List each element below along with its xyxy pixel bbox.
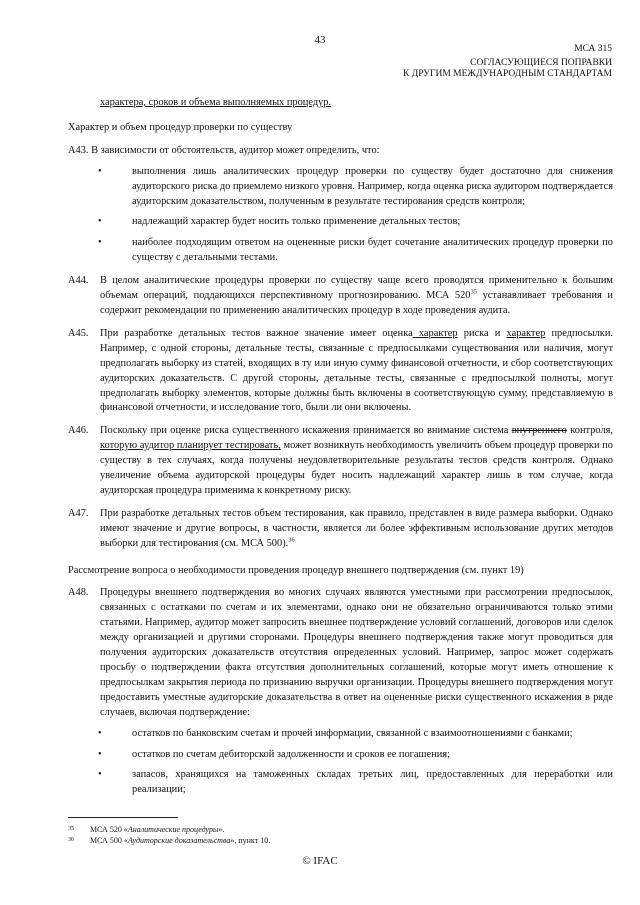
section-title-external-confirmation: Рассмотрение вопроса о необходимости проведения процедур внешнего подтверждения (см. пункт 19)	[68, 564, 524, 576]
footnote-separator	[68, 817, 178, 818]
standard-code: МСА 315	[574, 44, 612, 54]
paragraph-a48: А48. Процедуры внешнего подтверждения во многих случаях являются уместными при рассмотрении предпосылок, связанных с остатками по счетам и их элементами, однако они не обязательно ограничиваются только этими статьями. Например, аудитор может запросить внешнее подтверждение условий соглашений, договоров или сделок между организацией и другими сторонами. Процедуры внешнего подтверждения также могут проводиться для получения аудиторских доказательств отсутствия определенных условий. Например, запрос может содержать просьбу о подтверждении факта отсутствия дополнительных соглашений, которые могут иметь отношение к предпосылкам закрытия периода по признанию выручки организации. Процедуры внешнего подтверждения могут предоставить уместные аудиторские доказательства в ответ на оцененные риски существенного искажения в ряде случаев, включая подтверждение:	[68, 586, 613, 720]
a43-bullet: • выполнения лишь аналитических процедур проверки по существу будет достаточно для снижения аудиторского риска до приемлемо низкого уровня. Например, когда оценка риска аудитором подтверждается аудиторским доказательством, полученным в результате тестирования средств контроля;	[68, 165, 613, 210]
footnote-number: 36	[68, 837, 74, 843]
bullet-marker: •	[98, 748, 102, 760]
paragraph-a46: А46. Поскольку при оценке риска существенного искажения принимается во внимание система внутреннего контроля, которую аудитор планирует тестировать, может возникнуть необходимость увеличить объем процедур проверки по существу в тех случаях, когда получены неудовлетворительные результаты тестов средств контроля. Однако увеличение объема аудиторской процедуры будет носить надлежащий характер лишь в том случае, когда аудиторская процедура применима к конкретному риску.	[68, 424, 613, 499]
paragraph-a45: А45. При разработке детальных тестов важное значение имеет оценка характер риска и характер предпосылки. Например, с одной стороны, детальные тесты, связанные с предпосылками существования или наличия, могут предполагать выборку из статей, входящих в ту или иную сумму финансовой отчетности, и сбор соответствующих аудиторских доказательств. С другой стороны, детальные тесты, связанные с предпосылкой полноты, могут предполагать выборку элементов, которые должны быть включены в соответствующую сумму, представляемую в финансовой отчетности, и исследование того, были ли они включены.	[68, 327, 613, 416]
paragraph-a43-intro: А43. В зависимости от обстоятельств, аудитор может определить, что:	[68, 144, 380, 156]
a48-bullet: • запасов, хранящихся на таможенных складах третьих лиц, предоставленных для переработки или реализации;	[68, 768, 613, 798]
document-body	[68, 96, 613, 798]
footnote: 35 МСА 520 «Аналитические процедуры».	[68, 825, 225, 834]
continuation-line: характера, сроков и объема выполняемых процедур.	[100, 97, 332, 108]
section-title-substantive: Характер и объем процедур проверки по существу	[68, 121, 293, 133]
paragraph-number: А46.	[68, 425, 89, 437]
header-line-1: СОГЛАСУЮЩИЕСЯ ПОПРАВКИ	[470, 58, 612, 68]
paragraph-a47: А47. При разработке детальных тестов объем тестирования, как правило, представлен в виде размера выборки. Однако имеют значение и другие вопросы, в частности, является ли более эффективным использование других методов выборки для тестирования (см. МСА 500).$^{36}$	[68, 507, 613, 552]
a48-bullet: • остатков по банковским счетам и прочей информации, связанной с взаимоотношениями с банками;	[68, 727, 613, 742]
footnote: 36 МСА 500 «Аудиторские доказательства», пункт 10.	[68, 836, 271, 845]
paragraph-number: А48.	[68, 587, 89, 599]
footnote-ref: 36	[288, 536, 295, 544]
bullet-marker: •	[98, 237, 102, 249]
running-header	[403, 58, 612, 80]
page-number: 43	[314, 34, 326, 46]
paragraph-a44: А44. В целом аналитические процедуры проверки по существу чаще всего проводятся применительно к большим объемам операций, поддающихся перспективному прогнозированию. МСА $520^{35}$ устанавливает требования и содержит рекомендации по применению аналитических процедур в ходе проведения аудита.	[68, 274, 613, 319]
bullet-marker: •	[98, 727, 102, 739]
header-line-2: К ДРУГИМ МЕЖДУНАРОДНЫМ СТАНДАРТАМ	[403, 69, 612, 79]
footnote-ref: 35	[470, 288, 477, 296]
paragraph-number: А47.	[68, 507, 89, 519]
paragraph-number: А45.	[68, 327, 89, 339]
bullet-marker: •	[98, 769, 102, 781]
bullet-marker: •	[98, 216, 102, 228]
a43-bullet: • надлежащий характер будет носить только применение детальных тестов;	[68, 215, 613, 230]
bullet-marker: •	[98, 165, 102, 177]
footnotes	[68, 824, 270, 846]
a48-bullet: • остатков по счетам дебиторской задолженности и сроков ее погашения;	[68, 748, 613, 763]
footnote-number: 35	[68, 826, 74, 832]
copyright-footer: © IFAC	[302, 855, 338, 867]
paragraph-number: А44.	[68, 275, 89, 287]
a43-bullet: • наиболее подходящим ответом на оцененные риски будет сочетание аналитических процедур проверки по существу с детальными тестами.	[68, 236, 613, 266]
